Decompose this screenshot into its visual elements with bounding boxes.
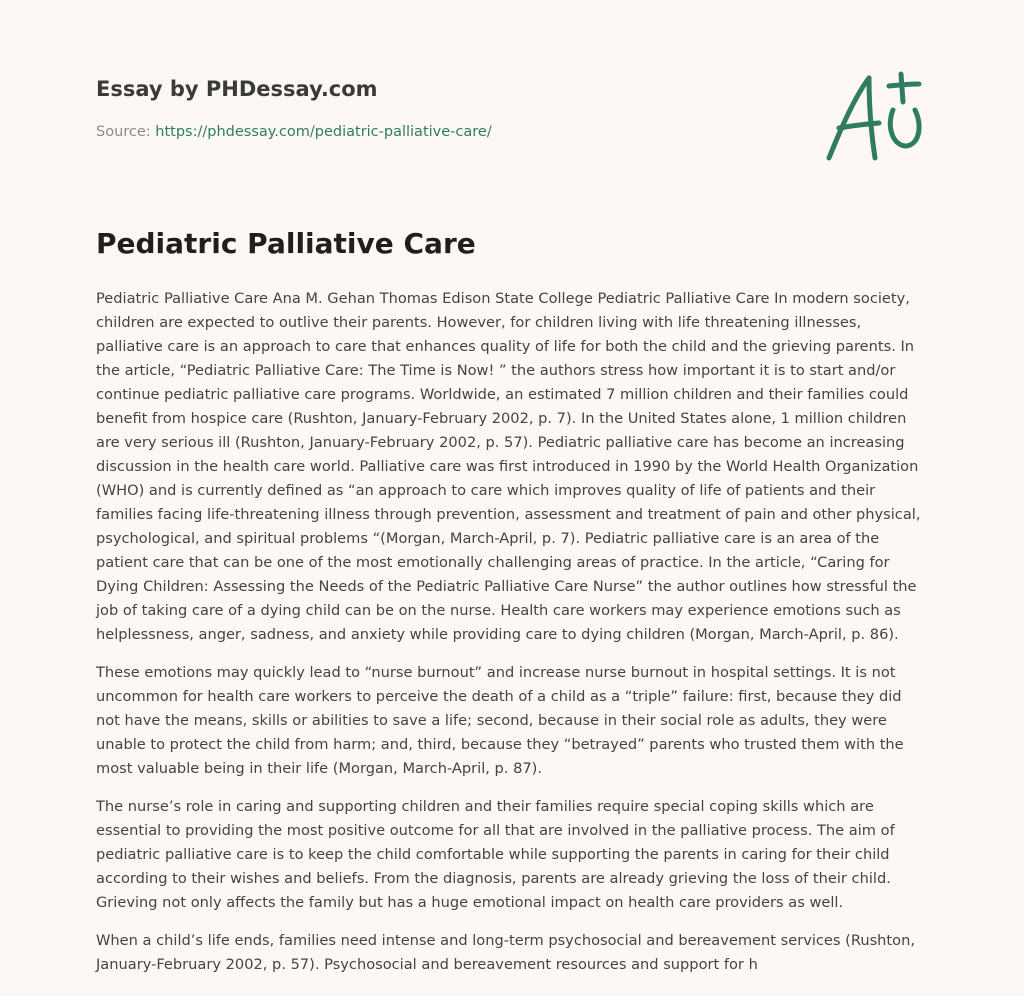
source-link[interactable]: https://phdessay.com/pediatric-palliative-care/ [155, 124, 492, 140]
essay-paragraph: Pediatric Palliative Care Ana M. Gehan Thomas Edison State College Pediatric Palliative Care In modern society, children are expected to outlive their parents. However, for children living with life threatening illnesses, palliative care is an approach to care that enhances quality of life for both the child and the grieving parents. In the article, “Pediatric Palliative Care: The Time is Now! ” the authors stress how important it is to start and/or continue pediatric palliative care programs. Worldwide, an estimated 7 million children and their families could benefit from hospice care (Rushton, January-February 2002, p. 7). In the United States alone, 1 million children are very serious ill (Rushton, January-February 2002, p. 57). Pediatric palliative care has become an increasing discussion in the health care world. Palliative care was first introduced in 1990 by the World Health Organization (WHO) and is currently defined as “an approach to care which improves quality of life of patients and their families facing life-threatening illness through prevention, assessment and treatment of pain and other physical, psychological, and spiritual problems “(Morgan, March-April, p. 7). Pediatric palliative care is an area of the patient care that can be one of the most emotionally challenging areas of practice. In the article, “Caring for Dying Children: Assessing the Needs of the Pediatric Palliative Care Nurse” the author outlines how stressful the job of taking care of a dying child can be on the nurse. Health care workers may experience emotions such as helplessness, anger, sadness, and anxiety while providing care to dying children (Morgan, March-April, p. 86). [96, 290, 921, 643]
a-plus-grade-logo-icon [821, 66, 931, 166]
essay-paragraph: When a child’s life ends, families need intense and long-term psychosocial and bereavement services (Rushton, January-February 2002, p. 57). Psychosocial and bereavement resources and support for h [96, 932, 915, 973]
essay-paragraph: The nurse’s role in caring and supporting children and their families require special coping skills which are essential to providing the most positive outcome for all that are involved in the palliative process. The aim of pediatric palliative care is to keep the child comfortable while supporting the parents in caring for their child according to their wishes and beliefs. From the diagnosis, parents are already grieving the loss of their child. Grieving not only affects the family but has a huge emotional impact on health care providers as well. [96, 798, 895, 911]
site-title: Essay by PHDessay.com [96, 77, 378, 101]
essay-title: Pediatric Palliative Care [96, 227, 476, 260]
essay-paragraph: These emotions may quickly lead to “nurse burnout” and increase nurse burnout in hospital settings. It is not uncommon for health care workers to perceive the death of a child as a “triple” failure: first, because they did not have the means, skills or abilities to save a life; second, because in their social role as adults, they were unable to protect the child from harm; and, third, because they “betrayed” parents who trusted them with the most valuable being in their life (Morgan, March-April, p. 87). [96, 664, 904, 777]
source-label: Source: [96, 124, 151, 140]
source-line [96, 124, 492, 140]
essay-content [96, 287, 928, 991]
